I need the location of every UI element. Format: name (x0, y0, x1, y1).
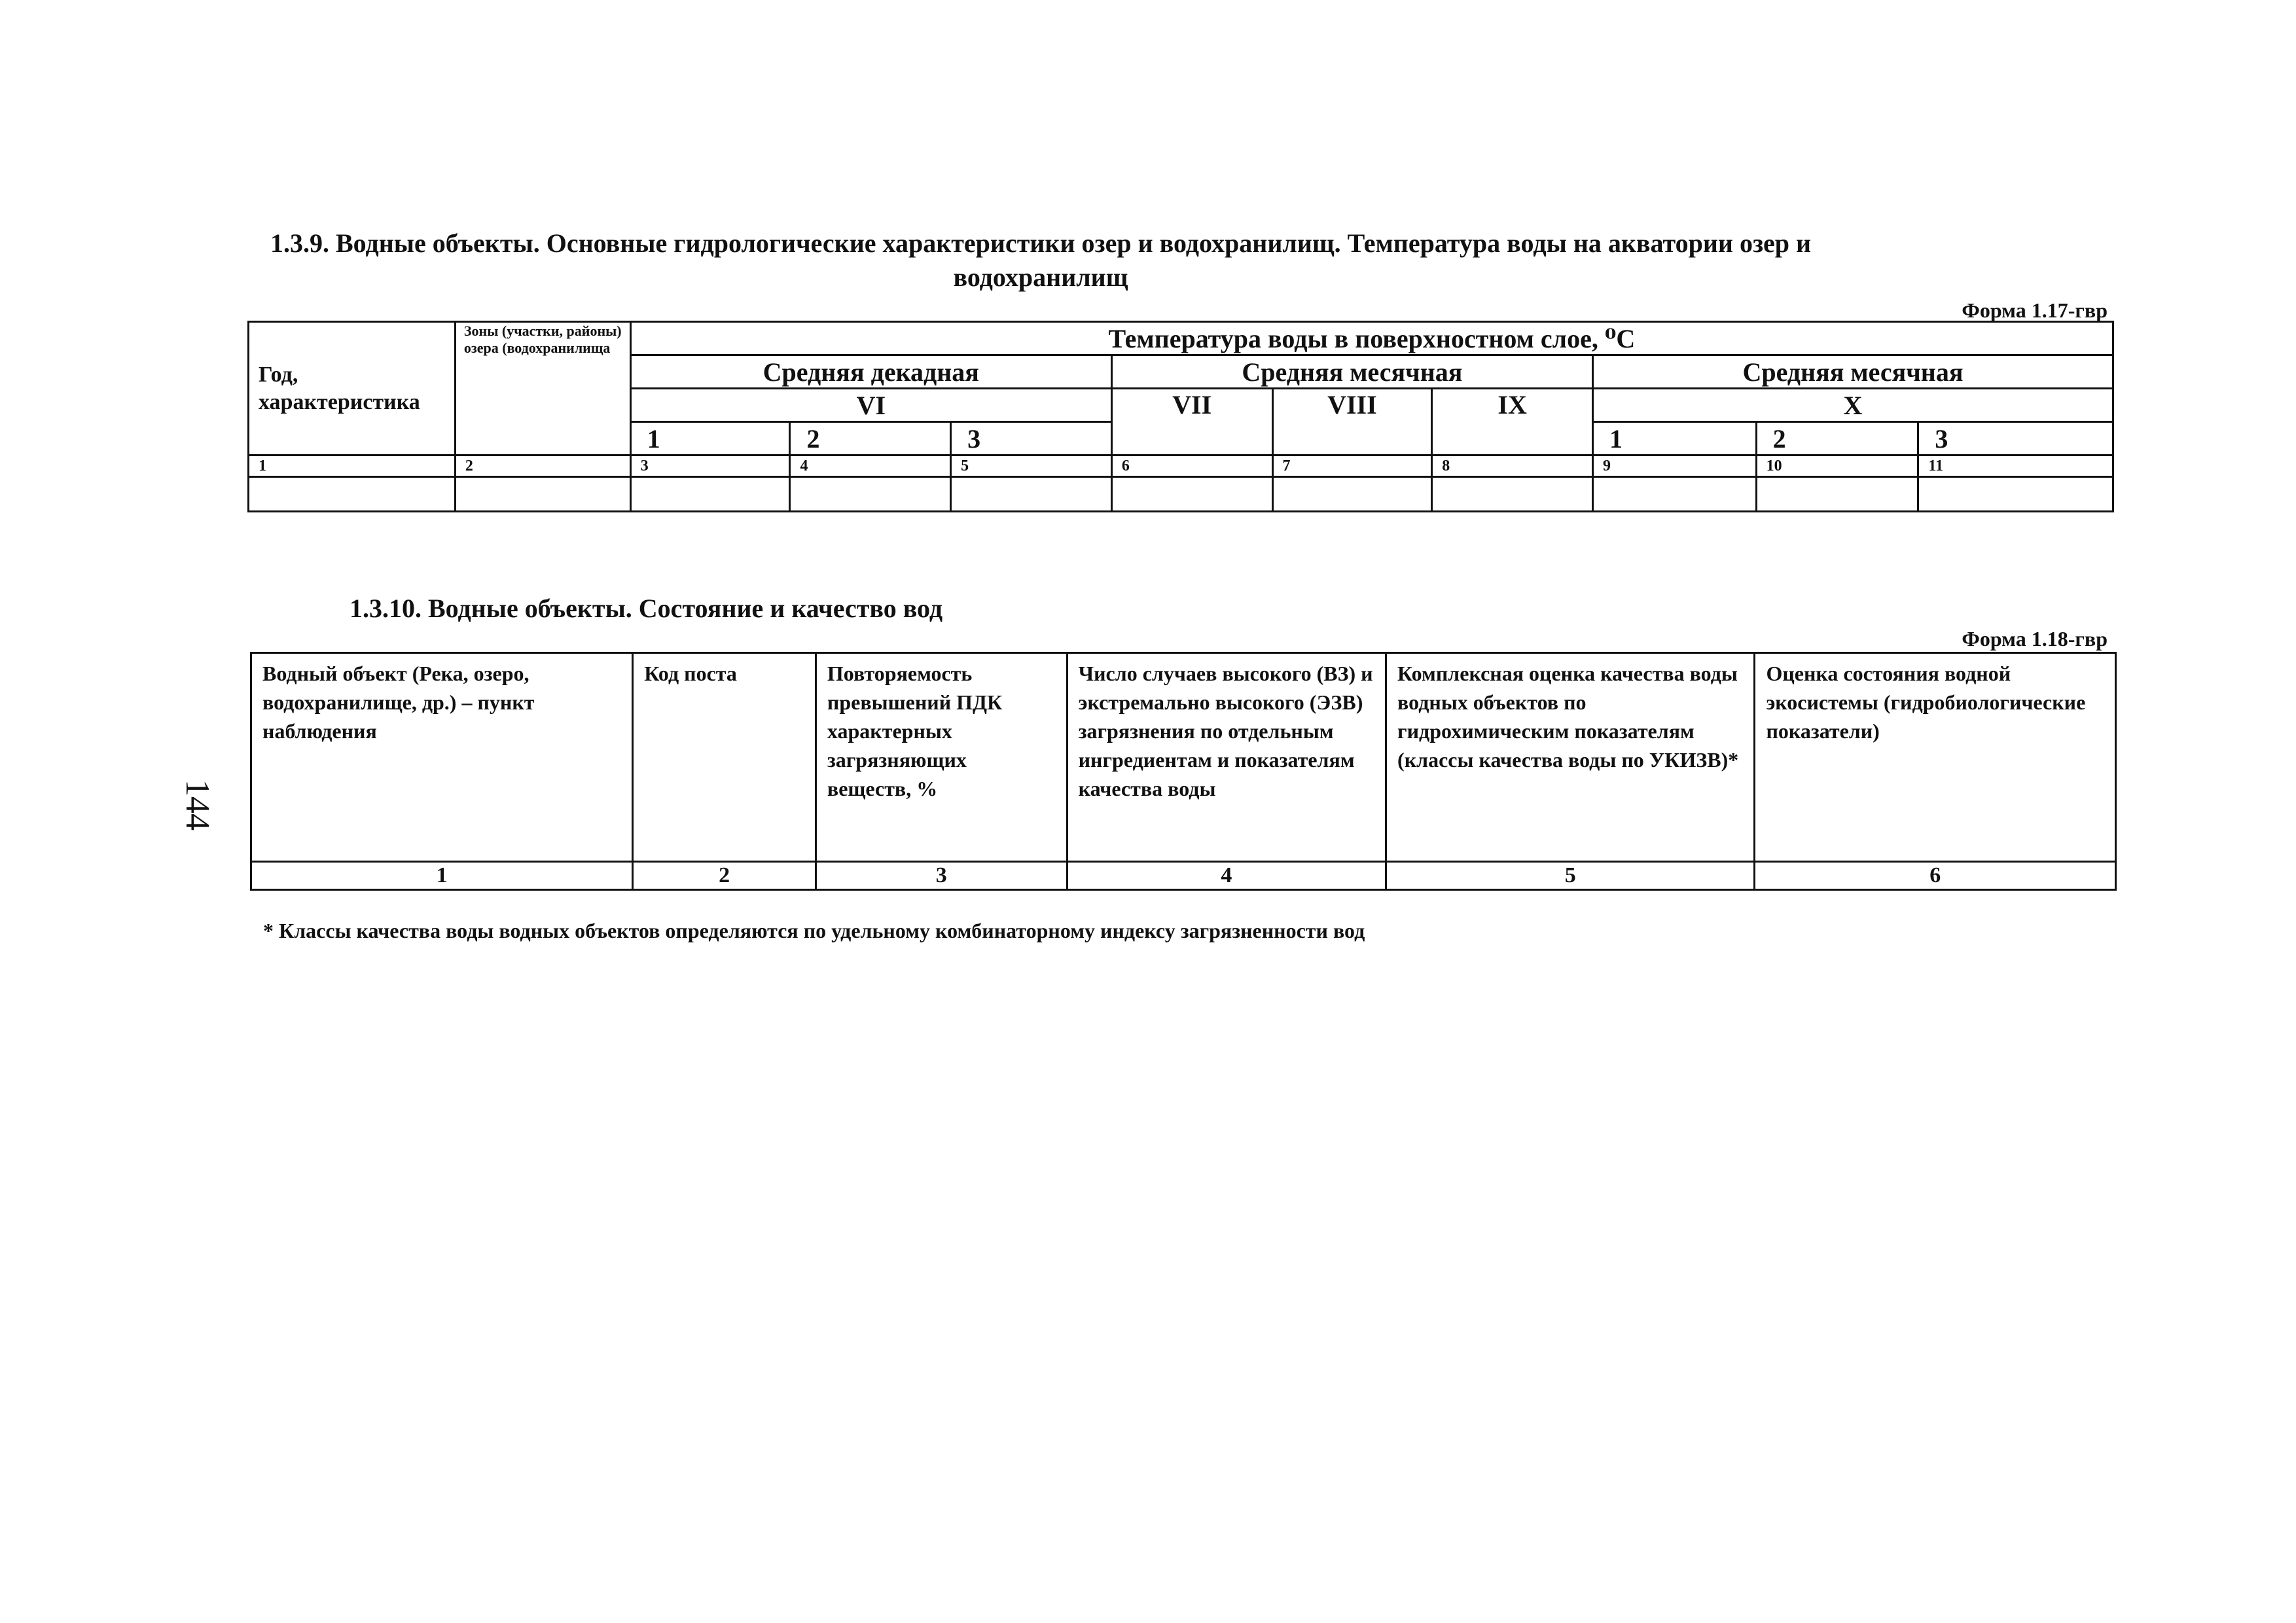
empty-cell (249, 477, 456, 512)
col-year-header: Год, характеристика (249, 322, 456, 455)
col-zones-header: Зоны (участки, районы) озера (водохранилища (455, 322, 630, 455)
empty-cell (951, 477, 1112, 512)
header-mpc-exceedance: Повторяемость превышений ПДК характерных загрязняющих веществ, % (816, 653, 1067, 862)
col-temp-header: Температура воды в поверхностном слое, ⁰С (630, 322, 2113, 355)
decade-3: 3 (951, 422, 1112, 455)
form-label-1: Форма 1.17-гвр (1962, 298, 2108, 322)
x-sub-3: 3 (1918, 422, 2113, 455)
empty-cell (1918, 477, 2113, 512)
col-number: 1 (251, 862, 633, 890)
col-number: 6 (1111, 455, 1272, 477)
avg-decade-header: Средняя декадная (630, 355, 1111, 389)
col-number: 5 (951, 455, 1112, 477)
month-vii: VII (1111, 389, 1272, 455)
month-x: X (1592, 389, 2113, 422)
header-complex-assessment: Комплексная оценка качества воды водных объектов по гидрохимическим показателям (классы качества воды по УКИЗВ)* (1386, 653, 1755, 862)
col-number: 5 (1386, 862, 1755, 890)
col-number: 3 (816, 862, 1067, 890)
form-label-2: Форма 1.18-гвр (1962, 627, 2108, 651)
col-number: 8 (1432, 455, 1593, 477)
empty-cell (1111, 477, 1272, 512)
col-number: 9 (1592, 455, 1756, 477)
col-number: 10 (1756, 455, 1918, 477)
col-number: 2 (633, 862, 816, 890)
empty-cell (455, 477, 630, 512)
header-ecosystem-assessment: Оценка состояния водной экосистемы (гидробиологические показатели) (1755, 653, 2116, 862)
x-sub-1: 1 (1592, 422, 1756, 455)
col-number: 7 (1272, 455, 1432, 477)
x-sub-2: 2 (1756, 422, 1918, 455)
header-post-code: Код поста (633, 653, 816, 862)
water-temperature-table (247, 321, 2114, 512)
section-1-title: 1.3.9. Водные объекты. Основные гидрологические характеристики озер и водохранилищ. Температура воды на акватории озер и водохранилищ (270, 228, 1812, 292)
decade-2: 2 (790, 422, 951, 455)
empty-cell (1756, 477, 1918, 512)
col-number: 4 (1067, 862, 1386, 890)
col-number: 1 (249, 455, 456, 477)
avg-month-header-2: Средняя месячная (1592, 355, 2113, 389)
col-number: 3 (630, 455, 790, 477)
page-number: 144 (179, 779, 217, 830)
col-number: 11 (1918, 455, 2113, 477)
month-ix: IX (1432, 389, 1593, 455)
empty-cell (1592, 477, 1756, 512)
empty-cell (1272, 477, 1432, 512)
col-number: 4 (790, 455, 951, 477)
decade-1: 1 (630, 422, 790, 455)
water-quality-table (250, 652, 2117, 891)
empty-cell (630, 477, 790, 512)
month-vi: VI (630, 389, 1111, 422)
empty-cell (790, 477, 951, 512)
footnote: * Классы качества воды водных объектов определяются по удельному комбинаторному индексу загрязненности вод (263, 919, 1365, 942)
header-water-object: Водный объект (Река, озеро, водохранилище, др.) – пункт наблюдения (251, 653, 633, 862)
empty-cell (1432, 477, 1593, 512)
header-pollution-cases: Число случаев высокого (ВЗ) и экстремально высокого (ЭЗВ) загрязнения по отдельным ингредиентам и показателям качества воды (1067, 653, 1386, 862)
col-number: 6 (1755, 862, 2116, 890)
section-2-title: 1.3.10. Водные объекты. Состояние и качество вод (350, 594, 943, 623)
month-viii: VIII (1272, 389, 1432, 455)
avg-month-header: Средняя месячная (1111, 355, 1592, 389)
col-number: 2 (455, 455, 630, 477)
